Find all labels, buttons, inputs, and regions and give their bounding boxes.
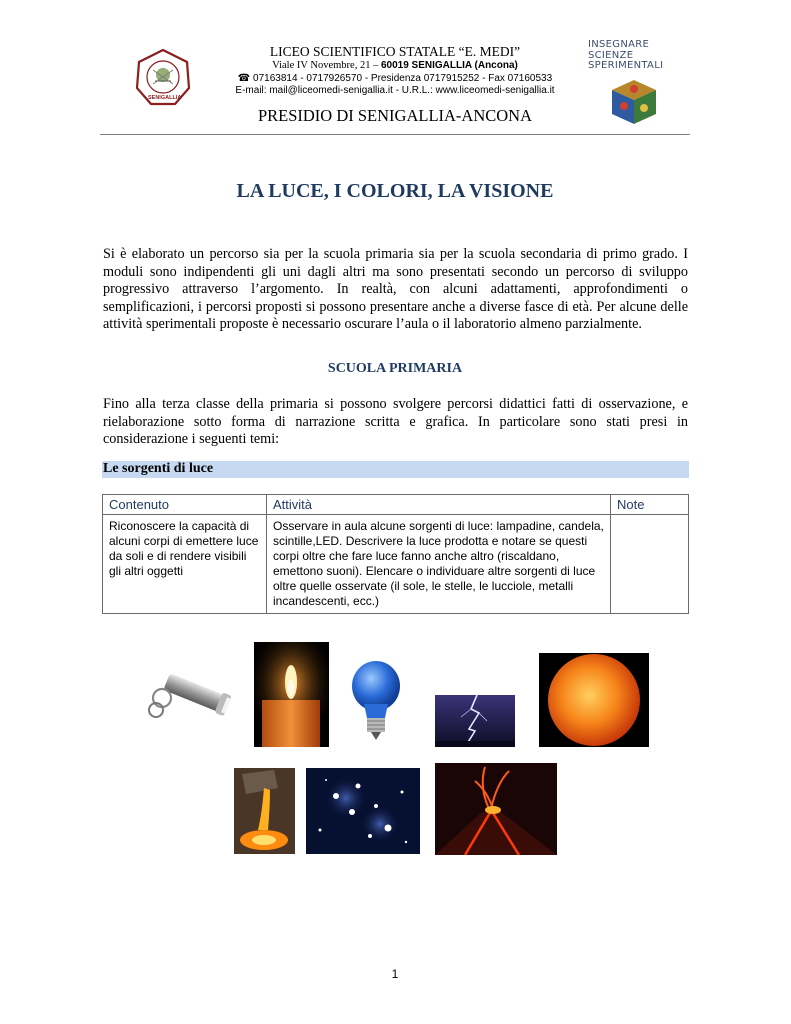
phone-line	[200, 73, 590, 84]
section-heading: SCUOLA PRIMARIA	[327, 361, 463, 376]
phone-icon: ☎	[237, 73, 251, 84]
address-street: Viale IV Novembre, 21 –	[272, 60, 381, 71]
lightbulb-image	[345, 660, 407, 744]
activities-table	[102, 494, 689, 614]
sun-image	[539, 653, 649, 747]
flashlight-image	[140, 654, 240, 748]
iss-logo-line-3: SPERIMENTALI	[588, 60, 664, 71]
lightning-image	[435, 695, 515, 747]
presidio-title: PRESIDIO DI SENIGALLIA-ANCONA	[257, 106, 533, 125]
page-number: 1	[391, 967, 399, 981]
table-header-row	[103, 495, 689, 515]
iss-logo	[588, 40, 688, 130]
cell-contenuto: Riconoscere la capacità di alcuni corpi di emettere luce da soli e di rendere visibili gli altri oggetti	[103, 515, 267, 614]
header-divider	[100, 134, 690, 135]
intro-paragraph: Si è elaborato un percorso sia per la scuola primaria sia per la scuola secondaria di primo grado. I moduli sono indipendenti gli uni dagli altri ma sono presentati secondo un percorso di sviluppo progressivo attraverso l’argomento. In realtà, con alcuni adattamenti, approfondimenti o semplificazioni, i percorsi proposti si possono presentare anche a diverse fasce di età. Per alcune delle attività sperimentali proposte è necessario oscurare l’aula o il laboratorio almeno parzialmente.	[103, 246, 688, 333]
school-address	[200, 60, 590, 71]
cell-attivita: Osservare in aula alcune sorgenti di luce: lampadine, candela, scintille,LED. Descrivere la luce prodotta e notare se questi corpi oltre che fare luce fanno anche altro (riscaldano, emettono suoni). Elencare o individuare altre sorgenti di luce oltre quelle osservate (il sole, le stelle, le lucciole, metalli incandescenti, ecc.)	[267, 515, 611, 614]
logo-caption: SENIGALLIA	[148, 95, 182, 101]
header-attivita: Attività	[267, 495, 611, 515]
school-logo	[135, 48, 191, 106]
topic-bar	[102, 461, 689, 478]
table-row	[103, 515, 689, 614]
page-title: LA LUCE, I COLORI, LA VISIONE	[236, 180, 554, 202]
header-contenuto: Contenuto	[103, 495, 267, 515]
star-cluster-image	[306, 768, 420, 854]
contact-line: E-mail: mail@liceomedi-senigallia.it - U.R.L.: www.liceomedi-senigallia.it	[235, 85, 555, 96]
cell-note	[611, 515, 689, 614]
section-paragraph: Fino alla terza classe della primaria si possono svolgere percorsi didattici fatti di osservazione, e rielaborazione sotto forma di narrazione scritta e grafica. In particolare sono stati presi in considerazione i seguenti temi:	[103, 396, 688, 448]
header-note: Note	[611, 495, 689, 515]
iss-logo-line-1: INSEGNARE	[588, 39, 650, 50]
cube-icon	[610, 78, 658, 126]
address-city: 60019 SENIGALLIA (Ancona)	[380, 60, 518, 71]
molten-metal-image	[234, 768, 295, 854]
school-name: LICEO SCIENTIFICO STATALE “E. MEDI”	[269, 44, 521, 59]
topic-bar-label: Le sorgenti di luce	[103, 461, 214, 476]
volcano-image	[435, 763, 557, 855]
candle-image	[254, 642, 329, 747]
iss-logo-line-2: SCIENZE	[588, 49, 634, 61]
iss-logo-text	[588, 40, 688, 72]
phone-numbers: 07163814 - 0717926570 - Presidenza 0717915252 - Fax 07160533	[253, 73, 553, 84]
